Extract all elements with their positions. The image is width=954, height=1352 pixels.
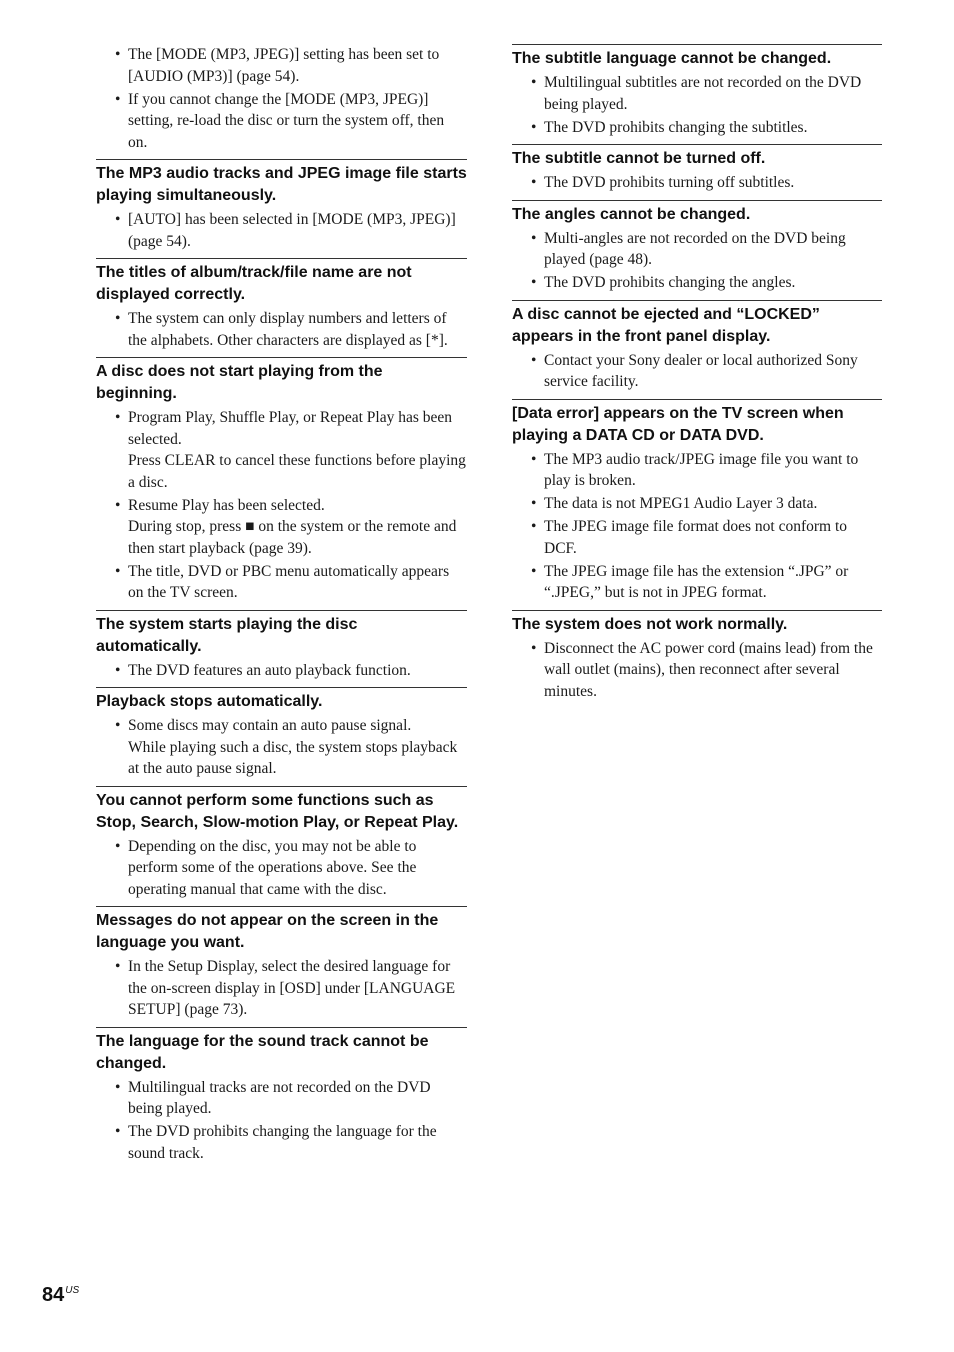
bullet-list — [96, 1077, 467, 1165]
section-disc-locked — [512, 300, 882, 393]
section-mp3-jpeg-simultaneous — [96, 159, 467, 252]
bullet-item: • Multilingual subtitles are not recorded on the DVD being played. — [512, 72, 882, 115]
bullet-list — [512, 449, 882, 604]
bullet-item: • The JPEG image file format does not conform to DCF. — [512, 516, 882, 559]
section-heading: A disc cannot be ejected and “LOCKED” appears in the front panel display. — [512, 305, 820, 345]
bullet-line: • Resume Play has been selected. — [128, 496, 325, 514]
bullet-item: • The DVD prohibits changing the angles. — [512, 272, 882, 294]
section-heading: The titles of album/track/file name are not displayed correctly. — [96, 264, 412, 303]
section-heading: A disc does not start playing from the beginning. — [96, 363, 383, 402]
section-functions-unavailable — [96, 786, 467, 901]
bullet-item: • If you cannot change the [MODE (MP3, JPEG)] setting, re-load the disc or turn the system off, then on. — [96, 89, 467, 154]
section-heading: [Data error] appears on the TV screen when playing a DATA CD or DATA DVD. — [512, 404, 844, 444]
bullet-list — [96, 715, 467, 780]
bullet-line: While playing such a disc, the system stops playback at the auto pause signal. — [128, 738, 458, 777]
bullet-list — [96, 660, 467, 682]
bullet-item — [96, 495, 467, 560]
bullet-item: • [AUTO] has been selected in [MODE (MP3, JPEG)] (page 54). — [96, 209, 467, 252]
bullet-list — [96, 44, 467, 153]
intro-section — [96, 44, 467, 153]
bullet-item: • Contact your Sony dealer or local authorized Sony service facility. — [512, 350, 882, 393]
bullet-item: • The system can only display numbers and letters of the alphabets. Other characters are displayed as [*]. — [96, 308, 467, 351]
section-disc-not-from-beginning — [96, 357, 467, 604]
section-titles-not-displayed — [96, 258, 467, 351]
bullet-list — [96, 209, 467, 252]
section-sound-track-language — [96, 1027, 467, 1165]
bullet-item: • The [MODE (MP3, JPEG)] setting has been set to [AUDIO (MP3)] (page 54). — [96, 44, 467, 87]
section-heading: The system starts playing the disc automatically. — [96, 615, 358, 655]
bullet-line: Press CLEAR to cancel these functions before playing a disc. — [128, 452, 466, 491]
bullet-list — [512, 72, 882, 138]
section-heading: You cannot perform some functions such as Stop, Search, Slow-motion Play, or Repeat Play. — [96, 791, 459, 831]
bullet-item: • Disconnect the AC power cord (mains lead) from the wall outlet (mains), then reconnect after several minutes. — [512, 638, 882, 703]
bullet-line: • Program Play, Shuffle Play, or Repeat Play has been selected. — [128, 409, 453, 448]
section-heading: The subtitle language cannot be changed. — [512, 50, 832, 67]
section-heading: Messages do not appear on the screen in the language you want. — [96, 912, 439, 951]
section-subtitle-language — [512, 44, 882, 138]
bullet-list — [512, 350, 882, 393]
page-number-value: 84 — [42, 1284, 65, 1306]
section-heading: The system does not work normally. — [512, 615, 788, 633]
bullet-item: • The JPEG image file has the extension “.JPG” or “.JPEG,” but is not in JPEG format. — [512, 561, 882, 604]
bullet-list — [96, 956, 467, 1021]
bullet-list — [96, 407, 467, 604]
section-playback-stops — [96, 687, 467, 780]
section-data-error — [512, 399, 882, 604]
left-column — [96, 44, 467, 1170]
section-auto-start — [96, 610, 467, 682]
bullet-item: • Depending on the disc, you may not be able to perform some of the operations above. See the operating manual that came with the disc. — [96, 836, 467, 901]
page-region: US — [65, 1285, 80, 1297]
bullet-list — [96, 308, 467, 351]
section-subtitle-off — [512, 144, 882, 194]
section-heading: The subtitle cannot be turned off. — [512, 150, 766, 167]
bullet-list — [512, 228, 882, 294]
bullet-line: During stop, press ■ on the system or the remote and then start playback (page 39). — [128, 518, 457, 557]
bullet-list — [512, 638, 882, 703]
bullet-item: • In the Setup Display, select the desired language for the on-screen display in [OSD] under [LANGUAGE SETUP] (page 73). — [96, 956, 467, 1021]
page-number — [42, 1284, 79, 1307]
section-heading: The MP3 audio tracks and JPEG image file starts playing simultaneously. — [96, 165, 467, 204]
bullet-item: • The title, DVD or PBC menu automatically appears on the TV screen. — [96, 561, 467, 604]
bullet-item: • The data is not MPEG1 Audio Layer 3 data. — [512, 493, 882, 515]
bullet-line: • Some discs may contain an auto pause signal. — [128, 717, 412, 734]
bullet-item: • The DVD prohibits changing the subtitles. — [512, 117, 882, 139]
bullet-item: • Multilingual tracks are not recorded on the DVD being played. — [96, 1077, 467, 1120]
section-system-not-normal — [512, 610, 882, 703]
bullet-item: • The MP3 audio track/JPEG image file you want to play is broken. — [512, 449, 882, 492]
right-column — [512, 44, 882, 708]
bullet-list — [512, 172, 882, 194]
bullet-item: • The DVD prohibits turning off subtitles. — [512, 172, 882, 194]
section-heading: Playback stops automatically. — [96, 693, 323, 710]
bullet-item: • The DVD features an auto playback function. — [96, 660, 467, 682]
bullet-item — [96, 407, 467, 493]
bullet-item: • The DVD prohibits changing the language for the sound track. — [96, 1121, 467, 1164]
section-angles — [512, 200, 882, 294]
section-heading: The angles cannot be changed. — [512, 205, 751, 223]
section-messages-language — [96, 906, 467, 1021]
bullet-list — [96, 836, 467, 901]
bullet-item — [96, 715, 467, 780]
section-heading: The language for the sound track cannot be changed. — [96, 1032, 429, 1072]
bullet-item: • Multi-angles are not recorded on the DVD being played (page 48). — [512, 228, 882, 271]
